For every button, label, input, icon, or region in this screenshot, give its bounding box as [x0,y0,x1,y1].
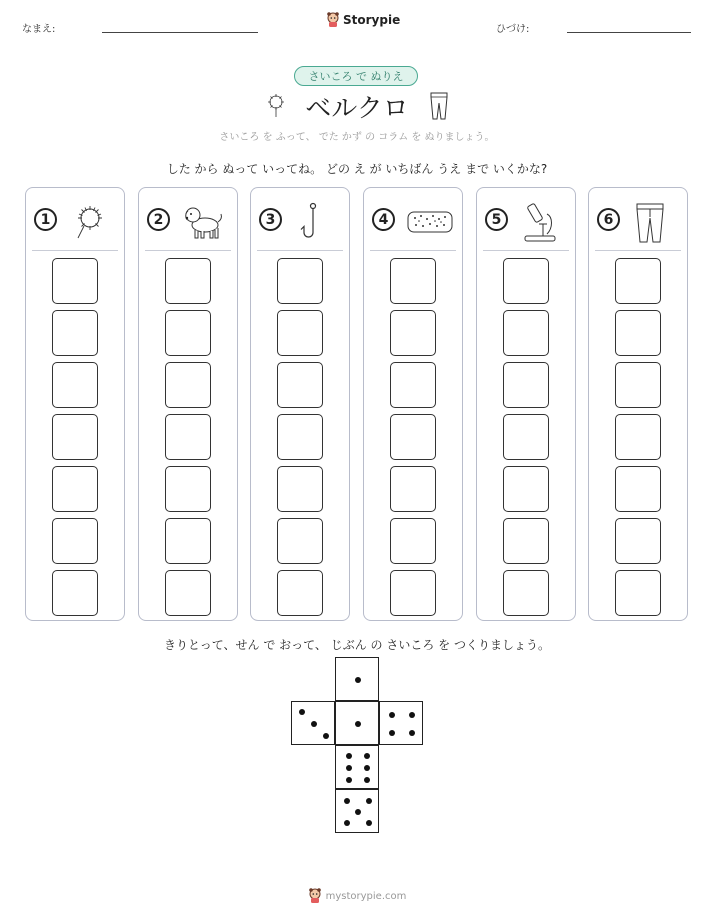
storypie-mascot-icon [326,12,340,28]
column-1 [25,187,125,621]
column-2 [138,187,238,621]
die-face-4 [379,701,423,745]
pip [409,712,415,718]
pip [364,777,370,783]
color-cell[interactable] [390,518,436,564]
color-cell[interactable] [277,310,323,356]
color-cell[interactable] [165,258,211,304]
column-divider [370,250,456,251]
color-cell[interactable] [503,362,549,408]
color-cell[interactable] [615,518,661,564]
pip [364,753,370,759]
color-cell[interactable] [277,518,323,564]
page-title: ベルクロ [305,94,409,124]
column-header [259,202,343,242]
burr-icon [68,202,108,242]
storypie-mascot-icon [308,888,322,904]
pip [355,721,361,727]
color-cell[interactable] [52,518,98,564]
color-cell[interactable] [390,414,436,460]
color-cell[interactable] [615,310,661,356]
hook-icon [293,202,333,242]
color-cell[interactable] [615,466,661,512]
color-cell[interactable] [165,362,211,408]
column-header [597,202,681,242]
column-header [485,202,569,242]
column-divider [145,250,231,251]
color-cell[interactable] [277,258,323,304]
instruction: した から ぬって いってね。 どの え が いちばん うえ まで いくかな? [166,162,548,176]
pip [346,753,352,759]
color-cell[interactable] [503,258,549,304]
column-number: 5 [485,208,508,231]
pip [344,798,350,804]
activity-badge: さいころ で ぬりえ [294,66,418,86]
color-cell[interactable] [390,310,436,356]
column-header [147,202,231,242]
pip [364,765,370,771]
dog-icon [181,202,225,242]
color-cell[interactable] [390,258,436,304]
pip [355,809,361,815]
pants-icon [631,202,671,244]
column-3 [250,187,350,621]
pip [389,730,395,736]
pip [389,712,395,718]
die-face-1 [335,657,379,701]
color-cell[interactable] [390,466,436,512]
color-cell[interactable] [503,310,549,356]
pip [366,820,372,826]
footer-url[interactable]: mystorypie.com [325,890,407,902]
column-number: 1 [34,208,57,231]
date-label: ひづけ: [496,24,530,35]
column-number: 2 [147,208,170,231]
color-cell[interactable] [52,362,98,408]
color-cell[interactable] [277,362,323,408]
column-number: 3 [259,208,282,231]
microscope-icon [519,202,563,242]
color-cell[interactable] [165,466,211,512]
color-cell[interactable] [390,570,436,616]
color-cell[interactable] [165,518,211,564]
color-cell[interactable] [277,466,323,512]
color-cell[interactable] [503,570,549,616]
pip [346,777,352,783]
die-face-1 [335,701,379,745]
color-cell[interactable] [277,414,323,460]
color-cell[interactable] [277,570,323,616]
pants-title-icon [428,92,450,120]
name-label: なまえ: [22,24,56,35]
pip [346,765,352,771]
pip [344,820,350,826]
color-cell[interactable] [52,310,98,356]
pip [311,721,317,727]
brand-logo [326,12,400,28]
die-face-5 [335,789,379,833]
color-cell[interactable] [390,362,436,408]
column-divider [595,250,681,251]
color-cell[interactable] [52,414,98,460]
brand-name: Storypie [343,13,401,27]
pip [355,677,361,683]
color-cell[interactable] [52,466,98,512]
color-cell[interactable] [165,570,211,616]
color-cell[interactable] [503,518,549,564]
column-header [372,202,456,242]
column-divider [483,250,569,251]
footer [0,888,714,904]
column-header [34,202,118,242]
color-cell[interactable] [503,466,549,512]
color-cell[interactable] [52,570,98,616]
date-line [567,32,691,33]
pip [299,709,305,715]
column-5 [476,187,576,621]
die-face-3 [291,701,335,745]
color-cell[interactable] [165,414,211,460]
pip [366,798,372,804]
color-cell[interactable] [165,310,211,356]
color-cell[interactable] [503,414,549,460]
subtitle: さいころ を ふって、 でた かず の コラム を ぬりましょう。 [219,132,495,143]
column-divider [32,250,118,251]
pip [323,733,329,739]
column-divider [257,250,343,251]
pip [409,730,415,736]
column-6 [588,187,688,621]
name-line [102,32,258,33]
die-face-6 [335,745,379,789]
color-cell[interactable] [615,570,661,616]
color-cell[interactable] [615,414,661,460]
column-4 [363,187,463,621]
column-number: 6 [597,208,620,231]
color-cell[interactable] [52,258,98,304]
cut-instruction: きりとって、せん で おって、 じぶん の さいころ を つくりましょう。 [164,638,550,652]
color-cell[interactable] [615,258,661,304]
column-number: 4 [372,208,395,231]
sponge-icon [406,202,456,242]
color-cell[interactable] [615,362,661,408]
